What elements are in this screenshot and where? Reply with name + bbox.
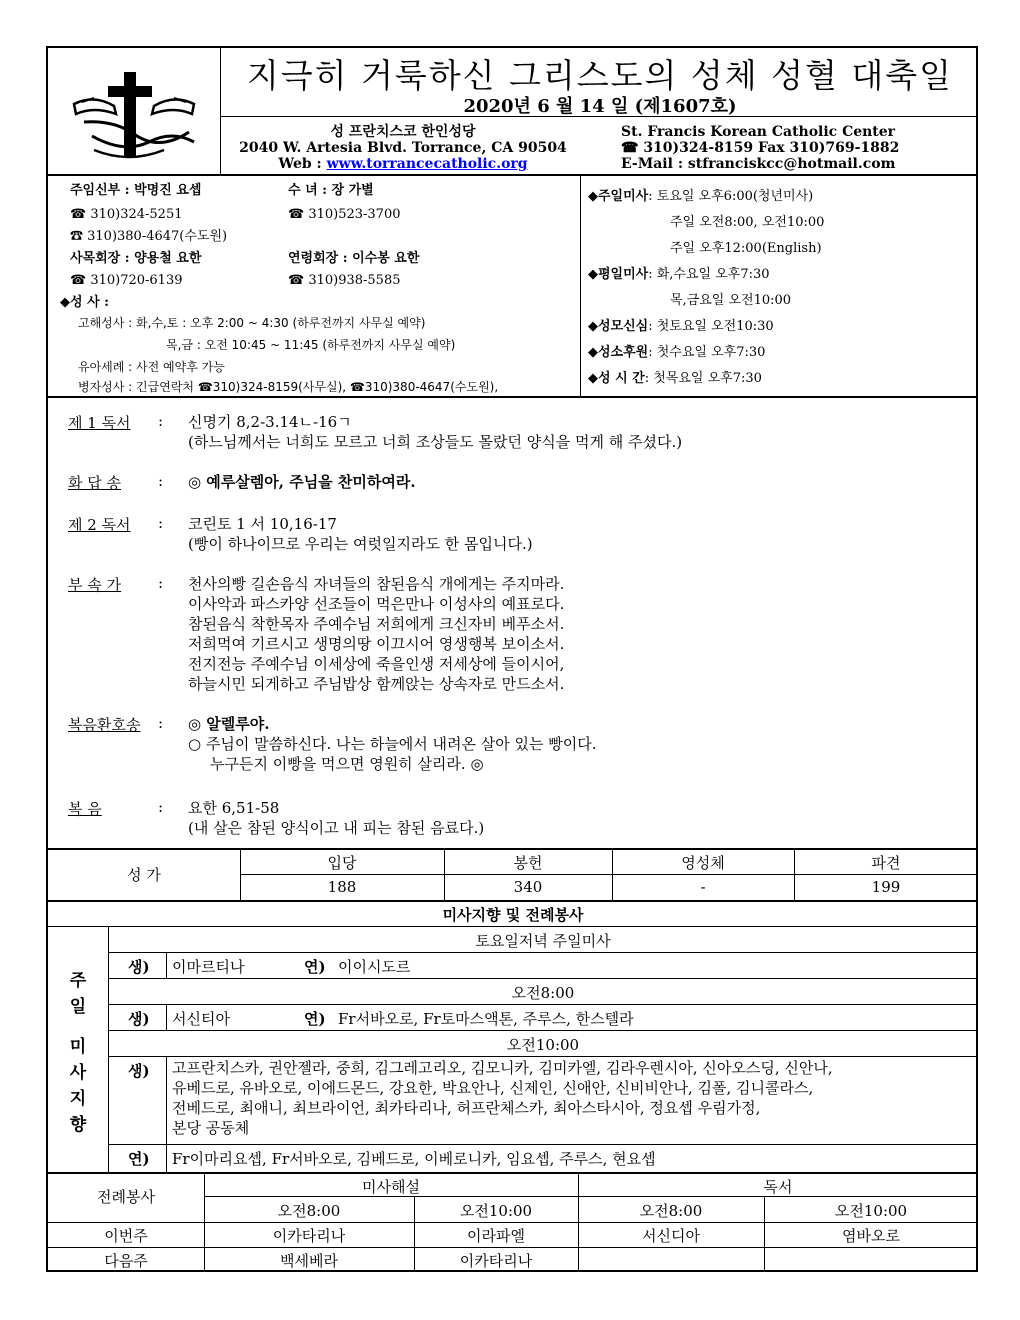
psalm-label: 화 답 송 xyxy=(68,474,122,492)
church-website-link[interactable]: www.torrancecatholic.org xyxy=(326,156,528,172)
am10-living-intentions: 고프란치스카, 권안젤라, 중희, 김그레고리오, 김모니카, 김미카엘, 김라우렌시아, 신아오스딩, 신안나, 유베드로, 유바오로, 이에드몬드, 강요한, 박요안나, 신제인, 신애안, 신비비안나, 김폴, 김니콜라스, 전베드로, 최애니, 최브라이언, 최카타리나, 허프란체스카, 최아스타시아, 정요셉 우림가정, 본당 공동체 xyxy=(172,1059,833,1137)
hymn-header: 봉헌 xyxy=(513,854,543,872)
psalm-response: ◎ 예루살렘아, 주님을 찬미하여라. xyxy=(188,473,416,491)
church-address: 2040 W. Artesia Blvd. Torrance, CA 90504 xyxy=(239,140,567,156)
row-label-next-week: 다음주 xyxy=(104,1252,148,1270)
church-name-kr: 성 프란치스코 한인성당 xyxy=(330,124,476,140)
church-web xyxy=(228,156,578,172)
table-cell: 백세베라 xyxy=(280,1252,338,1270)
schedule-row: 목,금요일 오전10:00 xyxy=(670,293,792,308)
am10-deceased-intentions: Fr이마리요셉, Fr서바오로, 김베드로, 이베로니카, 임요셉, 주루스, 현요셉 xyxy=(172,1150,656,1168)
page-title: 지극히 거룩하신 그리스도의 성체 성혈 대축일 xyxy=(246,56,954,95)
gospel-ref: 요한 6,51-58 xyxy=(188,799,280,817)
schedule-row: ◆주일미사: 토요일 오후6:00(청년미사) xyxy=(588,189,814,204)
first-reading-ref: 신명기 8,2-3.14ㄴ-16ㄱ xyxy=(188,413,352,431)
intentions-heading: 미사지향 및 전례봉사 xyxy=(442,906,584,924)
schedule-row: ◆성소후원: 첫수요일 오후7:30 xyxy=(588,345,766,360)
acclamation-verse: ○ 주님이 말씀하신다. 나는 하늘에서 내려온 살아 있는 빵이다. xyxy=(188,735,597,753)
sacraments-heading: ◆성 사 : xyxy=(60,295,109,310)
bulletin-page: 지극히 거룩하신 그리스도의 성체 성혈 대축일 2020년 6 월 14 일 (제1607호) 성 프란치스코 한인성당 2040 W. Artesia Blvd. Torrance, CA 90504 Web : www.torrancecatholic.org St. Francis Korean Catholic Center ☎ 310)324-8159 Fax 310)769-1882 E-Mail : stfranciskcc@hotmail.com 주임신부 : 박명진 요셉 ☎ 310)324-5251 ☎ 310)380-4647(수도원) 수 녀 : 장 가별 ☎ 310)523-3700 사목회장 : 양용철 요한 ☎ 310)720-6139 연령회장 : 이수봉 요한 ☎ 310)938-5585 ◆성 사 : 고해성사 : 화,수,토 : 오후 2:00 ~ 4:30 (하루전까지 사무실 예약) 목,금 : 오전 10:45 ~ 11:45 (하루전까지 사무실 예약) 유아세례 : 사전 예약후 가능 병자성사 : 긴급연락처 ☎310)324-8159(사무실), ☎310)380-4647(수도원), ◆주일미사: 토요일 오후6:00(청년미사) 주일 오전8:00, 오전10:00 주일 오후12:00(English) ◆평일미사: 화,수요일 오후7:30 목,금요일 오전10:00 ◆성모신심: 첫토요일 오전10:30 ◆성소후원: 첫수요일 오후7:30 ◆성 시 간: 첫목요일 오후7:30 제 1 독서 : 신명기 8,2-3.14ㄴ-16ㄱ (하느님께서는 너희도 모르고 너희 조상들도 몰랐던 양식을 먹게 해 주셨다.) 화 답 송 : ◎ 예루살렘아, 주님을 찬미하여라. 제 2 독서 : 코린토 1 서 10,16-17 (빵이 하나이므로 우리는 여럿일지라도 한 몸입니다.) 부 속 가 : 천사의빵 길손음식 자녀들의 참된음식 개에게는 주지마라. 이사악과 파스카양 선조들이 먹은만나 이성사의 예표로다. 참된음식 착한목자 주예수님 저희에게 크신자비 베푸소서. 저희먹여 기르시고 생명의땅 이끄시어 영생행복 보이소서. 전지전능 주예수님 이세상에 죽을인생 저세상에 들이시어, 하늘시민 되게하고 주님밥상 함께앉는 상속자로 만드소서. 복음환호송 : ◎ 알렐루야. ○ 주님이 말씀하신다. 나는 하늘에서 내려온 살아 있는 빵이다. 누구든지 이빵을 먹으면 영원히 살리라. ◎ 복 음 : 요한 6,51-58 (내 살은 참된 양식이고 내 피는 참된 음료다.) 성 가 입당 봉헌 영성체 파견 188 340 - 199 미사지향 및 전례봉사 주 일 미 사 지 향 토요일저녁 주일미사 생) 이마르티나 연) 이이시도르 오전8:00 생) 서신티아 연) Fr서바오로, Fr토마스액톤, 주루스, 한스텔라 오전10:00 생) 고프란치스카, 권안젤라, 중희, 김그레고리오, 김모니카, 김미카엘, 김라우렌시아, 신아오스딩, 신안나, 유베드로, 유바오로, 이에드몬드, 강요한, 박요안나, 신제인, 신애안, 신비비안나, 김폴, 김니콜라스, 전베드로, 최애니, 최브라이언, 최카타리나, 허프란체스카, 최아스타시아, 정요셉 우림가정, 본당 공동체 연) Fr이마리요셉, Fr서바오로, 김베드로, 이베로니카, 임요셉, 주루스, 현요셉 전례봉사 미사해설 독서 오전8:00 오전10:00 오전8:00 오전10:00 이번주 이카타리나 이라파엘 서신디아 염바오로 다음주 백세베라 이카타리나 xyxy=(46,46,978,1272)
hymn-number: - xyxy=(700,878,706,896)
sister: 수 녀 : 장 가별 xyxy=(288,183,374,198)
first-reading-label: 제 1 독서 xyxy=(68,414,131,432)
row-label-this-week: 이번주 xyxy=(104,1227,148,1245)
gospel-label: 복 음 xyxy=(68,800,102,818)
web-label: Web : xyxy=(278,156,327,172)
second-reading-ref: 코린토 1 서 10,16-17 xyxy=(188,515,337,533)
hymn-header: 입당 xyxy=(327,854,357,872)
schedule-row: ◆성모신심: 첫토요일 오전10:30 xyxy=(588,319,774,334)
sat-living-intentions: 이마르티나 xyxy=(172,958,245,976)
acclamation-label: 복음환호송 xyxy=(68,716,141,734)
acclamation-verse-2: 누구든지 이빵을 먹으면 영원히 살리라. ◎ xyxy=(210,755,484,773)
schedule-row: 주일 오후12:00(English) xyxy=(670,241,822,256)
hymn-number: 199 xyxy=(871,878,901,896)
time-header: 오전8:00 xyxy=(639,1202,703,1220)
table-cell: 이라파엘 xyxy=(467,1227,525,1245)
time-header: 오전10:00 xyxy=(459,1202,533,1220)
side-label: 주 일 미 사 지 향 xyxy=(69,971,87,1135)
anointing-sick: 병자성사 : 긴급연락처 ☎310)324-8159(사무실), ☎310)380-4647(수도원), xyxy=(78,380,499,394)
hymn-header: 영성체 xyxy=(681,854,725,872)
hymns-label: 성 가 xyxy=(127,866,161,884)
schedule-row: ◆성 시 간: 첫목요일 오후7:30 xyxy=(588,371,762,386)
first-reading-summary: (하느님께서는 너희도 모르고 너희 조상들도 몰랐던 양식을 먹게 해 주셨다.) xyxy=(188,433,683,451)
am8-deceased-intentions: Fr서바오로, Fr토마스액톤, 주루스, 한스텔라 xyxy=(338,1010,634,1028)
cross-hands-logo-icon xyxy=(54,54,214,174)
hymn-number: 188 xyxy=(327,878,357,896)
am8-living-intentions: 서신티아 xyxy=(172,1010,230,1028)
federation-phone: ☎ 310)938-5585 xyxy=(288,273,401,288)
am8-heading: 오전8:00 xyxy=(511,984,575,1002)
table-cell: 서신디아 xyxy=(642,1227,700,1245)
hymn-header: 파견 xyxy=(871,854,901,872)
schedule-row: 주일 오전8:00, 오전10:00 xyxy=(670,215,825,230)
confession-schedule-1: 고해성사 : 화,수,토 : 오후 2:00 ~ 4:30 (하루전까지 사무실 예약) xyxy=(78,316,426,330)
council-president: 사목회장 : 양용철 요한 xyxy=(70,251,202,266)
church-logo xyxy=(54,54,214,174)
federation-president: 연령회장 : 이수봉 요한 xyxy=(288,251,420,266)
issue-date: 2020년 6 월 14 일 (제1607호) xyxy=(463,96,737,117)
council-phone: ☎ 310)720-6139 xyxy=(70,273,183,288)
pastor-phone: ☎ 310)324-5251 xyxy=(70,207,183,222)
sequence-text: 천사의빵 길손음식 자녀들의 참된음식 개에게는 주지마라. 이사악과 파스카양 선조들이 먹은만나 이성사의 예표로다. 참된음식 착한목자 주예수님 저희에게 크신자비 베푸소서. 저희먹여 기르시고 생명의땅 이끄시어 영생행복 보이소서. 전지전능 주예수님 이세상에 죽을인생 저세상에 들이시어, 하늘시민 되게하고 주님밥상 함께앉는 상속자로 만드소서. xyxy=(188,575,565,693)
table-cell: 이카타리나 xyxy=(459,1252,533,1270)
pastor: 주임신부 : 박명진 요셉 xyxy=(70,183,202,198)
acclamation-response: ◎ 알렐루야. xyxy=(188,715,270,733)
schedule-row: ◆평일미사: 화,수요일 오후7:30 xyxy=(588,267,770,282)
church-email: E-Mail : stfranciskcc@hotmail.com xyxy=(621,156,896,172)
hymn-number: 340 xyxy=(513,878,543,896)
sat-deceased-intentions: 이이시도르 xyxy=(338,958,411,976)
confession-schedule-2: 목,금 : 오전 10:45 ~ 11:45 (하루전까지 사무실 예약) xyxy=(166,338,456,352)
time-header: 오전10:00 xyxy=(834,1202,908,1220)
infant-baptism: 유아세례 : 사전 예약후 가능 xyxy=(78,360,225,374)
church-name-en: St. Francis Korean Catholic Center xyxy=(621,124,896,140)
time-header: 오전8:00 xyxy=(277,1202,341,1220)
liturgy-label: 전례봉사 xyxy=(97,1188,155,1206)
pastor-phone-monastery: ☎ 310)380-4647(수도원) xyxy=(70,229,228,244)
second-reading-summary: (빵이 하나이므로 우리는 여럿일지라도 한 몸입니다.) xyxy=(188,535,533,553)
commentary-header: 미사해설 xyxy=(362,1178,420,1196)
am10-heading: 오전10:00 xyxy=(506,1036,580,1054)
church-phone-fax: ☎ 310)324-8159 Fax 310)769-1882 xyxy=(621,140,900,156)
table-cell: 염바오로 xyxy=(842,1227,900,1245)
table-cell: 이카타리나 xyxy=(272,1227,346,1245)
second-reading-label: 제 2 독서 xyxy=(68,516,131,534)
sat-mass-heading: 토요일저녁 주일미사 xyxy=(475,932,611,950)
sequence-label: 부 속 가 xyxy=(68,576,122,594)
gospel-summary: (내 살은 참된 양식이고 내 피는 참된 음료다.) xyxy=(188,819,485,837)
reading-header: 독서 xyxy=(763,1178,793,1196)
sister-phone: ☎ 310)523-3700 xyxy=(288,207,401,222)
